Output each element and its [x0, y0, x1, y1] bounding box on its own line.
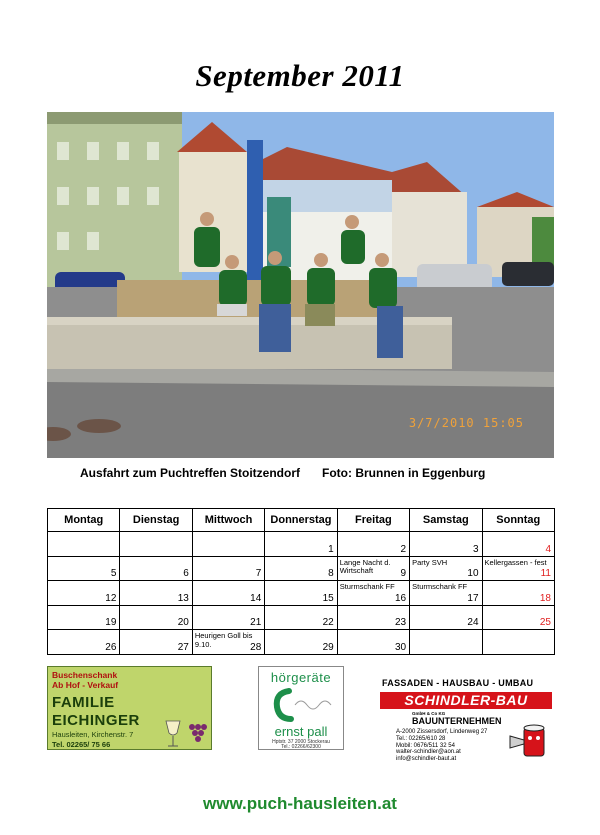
- calendar-day-cell: [337, 532, 409, 557]
- calendar-day-cell: [265, 556, 337, 581]
- calendar-header-row: [48, 509, 555, 532]
- calendar-day-number: 28: [250, 641, 262, 653]
- calendar-body: [48, 532, 555, 655]
- calendar-day-cell: [192, 630, 264, 655]
- schindler-header: FASSADEN - HAUSBAU - UMBAU: [382, 678, 534, 688]
- calendar-day-number: 15: [322, 592, 334, 604]
- ad-schindler-bau: [378, 678, 556, 768]
- schindler-contact: [396, 729, 487, 763]
- calendar-week-row: [48, 630, 555, 655]
- eichinger-line1: Buschenschank: [52, 670, 118, 680]
- calendar-day-number: 20: [177, 617, 189, 629]
- hoergeraete-brand: hörgeräte: [270, 670, 332, 685]
- paint-bucket-mascot-icon: [504, 714, 554, 764]
- wine-grapes-icon: [160, 719, 208, 749]
- calendar-week-row: [48, 581, 555, 606]
- calendar-day-cell: [410, 581, 482, 606]
- page-title: September 2011: [195, 58, 405, 93]
- calendar-event: Kellergassen - fest: [484, 557, 547, 567]
- eichinger-name2: EICHINGER: [52, 712, 140, 729]
- schindler-contact-line: Tel.: 02265/610 28: [396, 735, 446, 742]
- calendar-day-cell: [265, 605, 337, 630]
- eichinger-phone: Tel. 02265/ 75 66: [52, 740, 111, 749]
- calendar-day-number: 26: [105, 641, 117, 653]
- calendar-day-cell: [265, 630, 337, 655]
- calendar-day-cell: [337, 556, 409, 581]
- hoergeraete-contact: [259, 740, 343, 750]
- calendar-day-cell: [482, 581, 554, 606]
- calendar-day-cell: [120, 630, 192, 655]
- calendar-day-cell: [120, 605, 192, 630]
- photo-timestamp: 3/7/2010 15:05: [408, 416, 524, 430]
- day-header-wednesday: Mittwoch: [192, 509, 264, 532]
- schindler-gmbh: GmbH & Co KG: [412, 711, 446, 716]
- footer-website[interactable]: www.puch-hausleiten.at: [203, 794, 397, 813]
- group-photo-illustration: [47, 112, 554, 458]
- eichinger-address: Hausleiten, Kirchenstr. 7: [52, 730, 134, 739]
- calendar-week-row: [48, 605, 555, 630]
- photo-credit: Foto: Brunnen in Eggenburg: [322, 466, 486, 480]
- calendar-day-number: 29: [322, 641, 334, 653]
- calendar-day-cell: [337, 630, 409, 655]
- calendar-day-number: 18: [539, 592, 551, 604]
- calendar-day-cell: [192, 556, 264, 581]
- calendar-day-number: 7: [255, 568, 262, 580]
- calendar-week-row: [48, 556, 555, 581]
- hoergeraete-address: Hptstr. 37 2000 Stockerau: [272, 739, 330, 745]
- day-header-sunday: Sonntag: [482, 509, 554, 532]
- calendar-day-cell: [482, 605, 554, 630]
- schindler-contact-line: Mobil: 0676/511 32 54: [396, 742, 455, 749]
- calendar-day-number: 17: [467, 592, 479, 604]
- schindler-contact-line: walter-schindler@aon.at: [396, 749, 461, 756]
- calendar-day-number: 1: [328, 543, 334, 555]
- calendar-day-number: 11: [540, 568, 551, 580]
- calendar-day-number: 13: [177, 592, 189, 604]
- calendar-day-number: 22: [322, 617, 334, 629]
- ad-hoergeraete: [258, 666, 344, 750]
- schindler-subtitle: BAUUNTERNEHMEN: [412, 716, 502, 726]
- calendar-day-cell: [410, 556, 482, 581]
- calendar-day-cell: [48, 605, 120, 630]
- calendar-day-cell: [410, 532, 482, 557]
- calendar-day-number: 19: [105, 617, 117, 629]
- calendar-event: Sturmschank FF: [339, 582, 395, 592]
- calendar-event: Lange Nacht d. Wirtschaft: [339, 557, 391, 576]
- calendar-table: [47, 508, 555, 655]
- calendar-day-cell: [48, 581, 120, 606]
- photo-caption: [80, 466, 485, 480]
- calendar-day-cell: [482, 630, 554, 655]
- calendar-day-cell: [337, 605, 409, 630]
- calendar-day-number: 6: [183, 568, 189, 580]
- calendar-day-cell: [265, 581, 337, 606]
- schindler-logo: SCHINDLER-BAU: [380, 692, 552, 709]
- calendar-day-cell: [192, 581, 264, 606]
- calendar-day-number: 24: [467, 617, 479, 629]
- schindler-contact-line: A-2000 Zissersdorf, Lindenweg 27: [396, 729, 488, 735]
- hoergeraete-phone: Tel.: 02266/62300: [281, 744, 321, 750]
- calendar-day-number: 30: [394, 641, 407, 653]
- calendar-day-number: 25: [539, 617, 551, 629]
- calendar-event: Sturmschank FF: [412, 582, 468, 592]
- calendar-day-cell: [120, 581, 192, 606]
- calendar-event: Party SVH: [412, 557, 448, 567]
- calendar-photo: [47, 112, 554, 458]
- calendar-day-cell: [410, 605, 482, 630]
- calendar-day-cell: [192, 605, 264, 630]
- calendar-day-number: 16: [394, 592, 407, 604]
- calendar-day-number: 9: [400, 568, 407, 580]
- eichinger-line2: Ab Hof - Verkauf: [52, 680, 119, 690]
- calendar-day-cell: [337, 581, 409, 606]
- day-header-thursday: Donnerstag: [265, 509, 337, 532]
- hearing-ear-icon: [269, 687, 335, 723]
- calendar-day-number: 5: [110, 568, 117, 580]
- caption-text: Ausfahrt zum Puchtreffen Stoitzendorf: [80, 466, 301, 480]
- day-header-tuesday: Dienstag: [120, 509, 192, 532]
- calendar-day-number: 2: [400, 543, 407, 555]
- calendar-day-cell: [410, 630, 482, 655]
- calendar-day-number: 14: [250, 592, 262, 604]
- calendar-day-number: 8: [328, 568, 334, 580]
- calendar-day-number: 10: [467, 568, 479, 580]
- calendar-day-cell: [265, 532, 337, 557]
- ad-eichinger: [47, 666, 212, 750]
- calendar-day-number: 27: [177, 641, 189, 653]
- day-header-monday: Montag: [48, 509, 120, 532]
- calendar-day-number: 21: [250, 617, 262, 629]
- day-header-friday: Freitag: [337, 509, 409, 532]
- calendar-event: Heurigen Goll bis 9.10.: [194, 631, 253, 649]
- schindler-contact-line: info@schindler-baut.at: [396, 756, 457, 763]
- calendar-day-cell: [482, 532, 554, 557]
- calendar-day-cell: [48, 630, 120, 655]
- calendar-day-number: 23: [394, 617, 407, 629]
- calendar-day-cell: [192, 532, 264, 557]
- calendar-day-cell: [48, 532, 120, 557]
- day-header-saturday: Samstag: [410, 509, 482, 532]
- calendar-day-number: 3: [472, 543, 479, 555]
- calendar-day-cell: [120, 532, 192, 557]
- calendar-day-cell: [48, 556, 120, 581]
- calendar-day-cell: [120, 556, 192, 581]
- calendar-day-number: 4: [545, 543, 551, 555]
- calendar-week-row: [48, 532, 555, 557]
- calendar-day-number: 12: [105, 592, 117, 604]
- calendar-day-cell: [482, 556, 554, 581]
- eichinger-name1: FAMILIE: [52, 694, 115, 711]
- hoergeraete-name: ernst pall: [274, 724, 328, 739]
